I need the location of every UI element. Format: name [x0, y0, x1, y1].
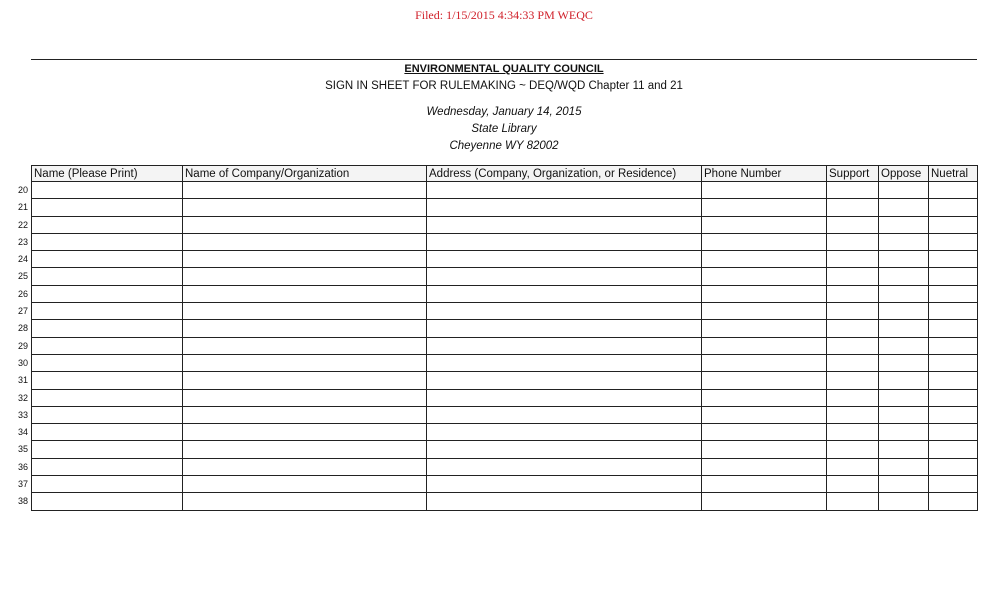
- table-cell: [827, 303, 879, 320]
- table-cell: [827, 337, 879, 354]
- table-cell: [702, 268, 827, 285]
- table-row: [32, 354, 978, 371]
- table-cell: [702, 354, 827, 371]
- sheet-subtitle: SIGN IN SHEET FOR RULEMAKING ~ DEQ/WQD Chapter 11 and 21: [325, 80, 683, 92]
- table-row: [32, 372, 978, 389]
- row-number: 27: [17, 306, 28, 317]
- table-row: [32, 182, 978, 199]
- organization-title: ENVIRONMENTAL QUALITY COUNCIL: [404, 63, 604, 75]
- table-cell: [702, 251, 827, 268]
- table-row: [32, 458, 978, 475]
- table-cell: [183, 476, 427, 493]
- row-number: 23: [17, 236, 28, 247]
- table-cell: [879, 251, 929, 268]
- table-cell: [183, 233, 427, 250]
- table-cell: [827, 389, 879, 406]
- table-cell: [427, 216, 702, 233]
- table-cell: [879, 182, 929, 199]
- table-cell: [427, 268, 702, 285]
- table-cell: [827, 251, 879, 268]
- table-cell: [32, 406, 183, 423]
- table-cell: [32, 354, 183, 371]
- table-row: [32, 233, 978, 250]
- table-cell: [32, 251, 183, 268]
- table-cell: [183, 354, 427, 371]
- table-cell: [929, 441, 978, 458]
- table-cell: [183, 303, 427, 320]
- table-cell: [702, 199, 827, 216]
- column-header-oppose: Oppose: [879, 166, 929, 182]
- table-cell: [827, 458, 879, 475]
- column-header-address: Address (Company, Organization, or Residence): [427, 166, 702, 182]
- table-cell: [929, 337, 978, 354]
- table-cell: [827, 320, 879, 337]
- column-header-company: Name of Company/Organization: [183, 166, 427, 182]
- table-cell: [183, 458, 427, 475]
- meeting-date: Wednesday, January 14, 2015: [426, 106, 582, 118]
- table-cell: [427, 424, 702, 441]
- row-number: 34: [17, 427, 28, 438]
- table-cell: [929, 251, 978, 268]
- table-row: [32, 285, 978, 302]
- table-cell: [32, 424, 183, 441]
- table-cell: [427, 233, 702, 250]
- table-cell: [427, 251, 702, 268]
- table-cell: [427, 476, 702, 493]
- table-cell: [929, 424, 978, 441]
- table-cell: [427, 372, 702, 389]
- table-cell: [183, 216, 427, 233]
- table-cell: [929, 199, 978, 216]
- table-row: [32, 320, 978, 337]
- table-cell: [827, 372, 879, 389]
- table-cell: [879, 320, 929, 337]
- table-cell: [827, 233, 879, 250]
- table-cell: [879, 285, 929, 302]
- table-cell: [183, 320, 427, 337]
- table-header-row: [32, 166, 978, 182]
- table-cell: [702, 389, 827, 406]
- meeting-location: State Library: [471, 123, 537, 135]
- table-cell: [929, 233, 978, 250]
- row-number: 35: [17, 444, 28, 455]
- table-cell: [929, 216, 978, 233]
- table-cell: [702, 182, 827, 199]
- table-row: [32, 389, 978, 406]
- table-cell: [929, 406, 978, 423]
- row-number: 37: [17, 479, 28, 490]
- table-cell: [183, 337, 427, 354]
- table-cell: [32, 441, 183, 458]
- table-cell: [929, 458, 978, 475]
- table-cell: [32, 199, 183, 216]
- table-cell: [929, 285, 978, 302]
- table-cell: [427, 493, 702, 510]
- table-cell: [32, 303, 183, 320]
- meeting-city: Cheyenne WY 82002: [449, 140, 559, 152]
- table-cell: [702, 216, 827, 233]
- table-cell: [702, 320, 827, 337]
- table-row: [32, 476, 978, 493]
- table-cell: [879, 337, 929, 354]
- table-row: [32, 406, 978, 423]
- table-cell: [879, 372, 929, 389]
- table-cell: [702, 337, 827, 354]
- table-row: [32, 268, 978, 285]
- table-cell: [879, 458, 929, 475]
- table-cell: [427, 441, 702, 458]
- table-row: [32, 441, 978, 458]
- table-row: [32, 199, 978, 216]
- table-cell: [879, 268, 929, 285]
- table-cell: [427, 199, 702, 216]
- table-cell: [427, 182, 702, 199]
- row-number: 29: [17, 340, 28, 351]
- table-cell: [929, 303, 978, 320]
- row-number: 31: [17, 375, 28, 386]
- table-cell: [32, 389, 183, 406]
- column-header-name: Name (Please Print): [32, 166, 183, 182]
- table-cell: [32, 182, 183, 199]
- table-cell: [929, 389, 978, 406]
- table-row: [32, 251, 978, 268]
- table-cell: [702, 233, 827, 250]
- table-cell: [183, 441, 427, 458]
- table-cell: [879, 216, 929, 233]
- table-cell: [827, 182, 879, 199]
- table-cell: [32, 493, 183, 510]
- table-cell: [827, 285, 879, 302]
- table-cell: [879, 406, 929, 423]
- sign-in-table: [31, 165, 978, 511]
- column-header-neutral: Nuetral: [929, 166, 978, 182]
- table-cell: [879, 354, 929, 371]
- table-cell: [879, 424, 929, 441]
- row-number: 36: [17, 461, 28, 472]
- table-cell: [32, 285, 183, 302]
- table-cell: [427, 354, 702, 371]
- table-cell: [183, 389, 427, 406]
- table-cell: [827, 493, 879, 510]
- table-cell: [929, 320, 978, 337]
- table-cell: [183, 199, 427, 216]
- table-cell: [427, 320, 702, 337]
- table-cell: [929, 493, 978, 510]
- table-cell: [427, 337, 702, 354]
- table-cell: [827, 424, 879, 441]
- table-cell: [183, 285, 427, 302]
- table-cell: [427, 285, 702, 302]
- table-cell: [183, 493, 427, 510]
- table-cell: [879, 441, 929, 458]
- table-cell: [32, 233, 183, 250]
- row-number: 21: [17, 202, 28, 213]
- table-cell: [702, 476, 827, 493]
- table-cell: [183, 372, 427, 389]
- row-number: 26: [17, 288, 28, 299]
- row-number-column: [0, 182, 30, 511]
- row-number: 20: [17, 185, 28, 195]
- table-cell: [827, 406, 879, 423]
- table-row: [32, 493, 978, 510]
- table-cell: [32, 216, 183, 233]
- table-cell: [183, 406, 427, 423]
- table-cell: [702, 372, 827, 389]
- table-cell: [879, 199, 929, 216]
- table-cell: [427, 458, 702, 475]
- table-cell: [427, 389, 702, 406]
- table-cell: [32, 268, 183, 285]
- table-cell: [32, 337, 183, 354]
- table-row: [32, 216, 978, 233]
- table-cell: [183, 251, 427, 268]
- table-cell: [32, 372, 183, 389]
- table-cell: [183, 268, 427, 285]
- table-cell: [929, 182, 978, 199]
- table-cell: [32, 458, 183, 475]
- table-cell: [879, 493, 929, 510]
- column-header-phone: Phone Number: [702, 166, 827, 182]
- table-cell: [702, 303, 827, 320]
- table-cell: [32, 320, 183, 337]
- filed-stamp: Filed: 1/15/2015 4:34:33 PM WEQC: [415, 8, 593, 22]
- row-number: 25: [17, 271, 28, 282]
- table-row: [32, 337, 978, 354]
- table-cell: [827, 268, 879, 285]
- table-cell: [827, 216, 879, 233]
- table-cell: [702, 493, 827, 510]
- table-cell: [929, 476, 978, 493]
- table-cell: [702, 441, 827, 458]
- table-cell: [183, 424, 427, 441]
- table-cell: [702, 458, 827, 475]
- table-cell: [702, 424, 827, 441]
- row-number: 28: [17, 323, 28, 334]
- column-header-support: Support: [827, 166, 879, 182]
- table-cell: [427, 406, 702, 423]
- table-cell: [879, 233, 929, 250]
- table-cell: [929, 354, 978, 371]
- table-cell: [879, 303, 929, 320]
- row-number: 32: [17, 392, 28, 403]
- table-row: [32, 303, 978, 320]
- row-number: 22: [17, 219, 28, 230]
- table-cell: [929, 372, 978, 389]
- table-cell: [32, 476, 183, 493]
- table-cell: [879, 389, 929, 406]
- row-number: 38: [17, 496, 28, 507]
- table-cell: [702, 285, 827, 302]
- table-cell: [827, 476, 879, 493]
- row-number: 30: [17, 357, 28, 368]
- row-number: 24: [17, 254, 28, 265]
- row-number: 33: [17, 409, 28, 420]
- table-cell: [427, 303, 702, 320]
- table-cell: [827, 199, 879, 216]
- header-rule: [31, 59, 977, 60]
- table-cell: [827, 354, 879, 371]
- table-cell: [929, 268, 978, 285]
- table-cell: [183, 182, 427, 199]
- table-cell: [827, 441, 879, 458]
- table-cell: [879, 476, 929, 493]
- table-cell: [702, 406, 827, 423]
- table-row: [32, 424, 978, 441]
